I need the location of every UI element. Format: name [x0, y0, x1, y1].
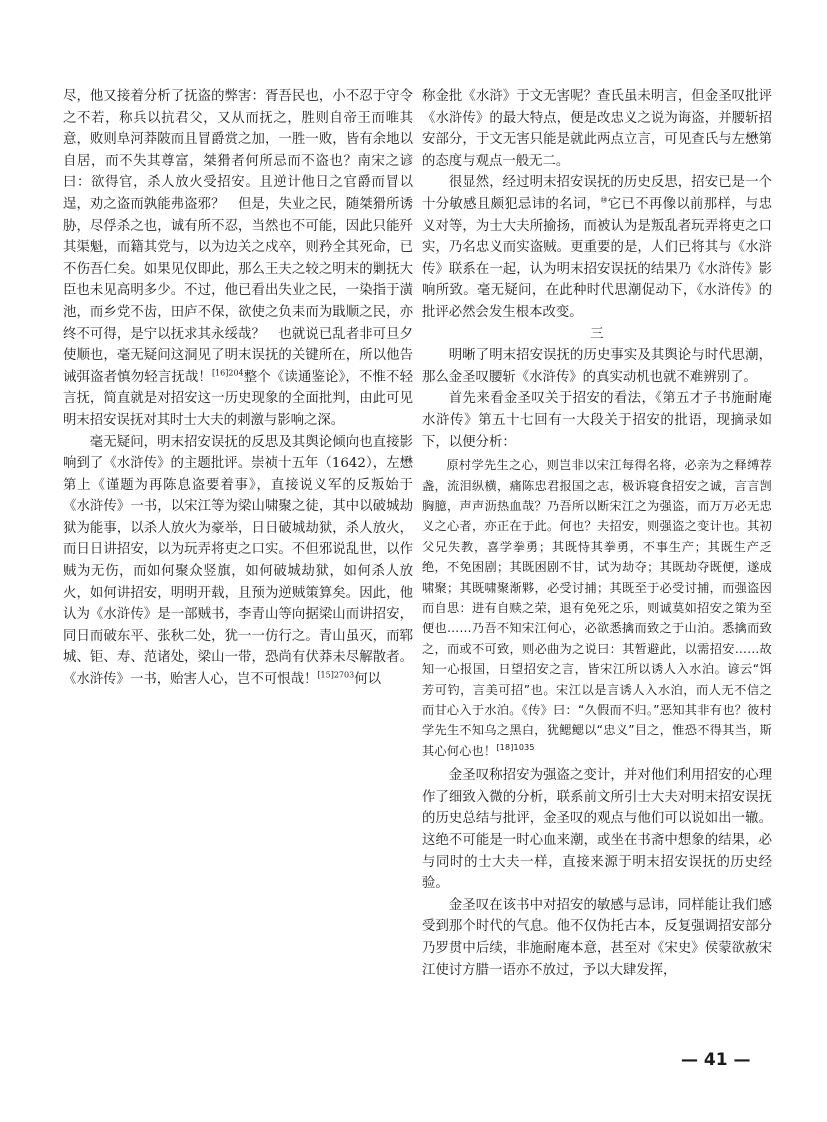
left-column [63, 86, 413, 691]
paragraph: 很显然，经过明末招安误抚的历史反思，招安已是一个十分敏感且颇犯忌讳的名词，⑩它已不再像以前那样，与忠义对等，为士大夫所揄扬，而被认为是叛乱者玩弄将吏之口实，乃名忠义而实盗贼。更重要的是，人们已将其与《水浒传》联系在一起，认为明末招安误抚的结果乃《水浒传》影响所致。毫无疑问，在此种时代思潮促动下，《水浒传》的批评必然会发生根本改变。 [422, 175, 773, 320]
right-column [422, 86, 772, 981]
block-quote: 原村学先生之心，则岂非以宋江每得名将，必亲为之释缚荐盏，流泪纵横，痛陈忠君报国之志，极诉寝食招安之诚，言言剀胸臆，声声沥热血哉？乃吾所以断宋江之为强盗，而万万必无忠义之心者，亦正在于此。何也？夫招安，则强盗之变计也。其初父兄失教，喜学拳勇；其既恃其拳勇，不事生产；其既生产乏绝，不免困剧；其既困剧不甘，试为劫夺；其既劫夺既便，遂成啸聚；其既啸聚渐夥，必受讨捕；其既至于必受讨捕，而强盗因而自思：进有自赎之荣，退有免死之乐，则诚莫如招安之策为至便也……乃吾不知宋江何心，必欲悉擒而致之于山泊。悉擒而致之，而或不可致，则必曲为之说曰：其暂避此，以需招安……故知一心报国，日望招安之言，皆宋江所以诱人入水泊。谚云“饵芳可钓，言美可招”也。宋江以是言诱人入水泊，而人无不信之而甘心入于水泊。《传》曰：“久假而不归。”恶知其非有也？彼村学先生不知乌之黑白，犹鳃鳃以“忠义”目之，惟恐不得其当，斯其心何心也！$^{[18]1035}$ [422, 458, 772, 758]
paragraph: 首先来看金圣叹关于招安的看法，《第五才子书施耐庵水浒传》第五十七回有一大段关于招安的批语，现摘录如下，以便分析： [422, 391, 772, 450]
paragraph: 毫无疑问，明末招安误抚的反思及其舆论倾向也直接影响到了《水浒传》的主题批评。崇祯十五年（1642），左懋第上《谨题为再陈息盗要着事》，直接说义军的反叛始于《水浒传》一书，以宋江等为梁山啸聚之徒，其中以破城劫狱为能事，以杀人放火为豪举，日日破城劫狱，杀人放火，而日日讲招安，以为玩弄将吏之口实。不但邪说乱世，以作贼为无伤，而如何聚众竖旗，如何破城劫狱，如何杀人放火，如何讲招安，明明开载，且预为逆贼策算矣。因此，他认为《水浒传》是一部贼书，李青山等向据梁山而讲招安，同日而破东平、张秋二处，犹一一仿行之。青山虽灭，而郓城、钜、寿、范诸处，梁山一带，恐尚有伏莽未尽解散者。《水浒传》一书，贻害人心，岂不可恨哉！$^{[15]2703}$何以 [63, 434, 413, 688]
page-number: — 41 — [681, 1050, 751, 1070]
paragraph: 金圣叹在该书中对招安的敏感与忌讳，同样能让我们感受到那个时代的气息。他不仅伪托古本，反复强调招安部分乃罗贯中后续，非施耐庵本意，甚至对《宋史》侯蒙欲赦宋江使讨方腊一语亦不放过，予以大肆发挥， [422, 897, 772, 978]
paragraph: 金圣叹称招安为强盗之变计，并对他们利用招安的心理作了细致入微的分析，联系前文所引士大夫对明末招安误抚的历史总结与批评，金圣叹的观点与他们可以说如出一辙。这绝不可能是一时心血来潮，或坐在书斋中想象的结果，必与同时的士大夫一样，直接来源于明末招安误抚的历史经验。 [422, 768, 772, 892]
section-number: 三 [590, 326, 604, 342]
paragraph: 明晰了明末招安误抚的历史事实及其舆论与时代思潮，那么金圣叹腰斩《水浒传》的真实动机也就不难辨别了。 [422, 348, 772, 385]
paragraph: 尽，他又接着分析了抚盗的弊害：胥吾民也，小不忍于守令之不若，称兵以抗君父，又从而抚之，胜则自帝王而唯其意，败则阜河莽陂而且冒爵赏之加，一胜一败，皆有余地以自居，而不失其尊富，桀猾者何所忌而不盗也？南宋之谚曰：欲得官，杀人放火受招安。且逆计他日之官爵而冒以逞，劝之盗而孰能弗盗邪？ 但是，失业之民，随桀猾所诱胁，尽俘杀之也，诚有所不忍，当然也不可能，因此只能歼其渠魁，而籍其党与，以为边关之戍卒，则矜全其死命，已不伤吾仁矣。如果见仅即此，那么王夫之较之明末的剿抚大臣也未见高明多少。不过，他已看出失业之民，一染指于潢池，而乡党不齿，田庐不保，欲使之负耒而为戢顺之民，亦终不可得，是宁以抚求其永绥哉？ 也就说已乱者非可旦夕使顺也，毫无疑问这洞见了明末误抚的关键所在，所以他告诫弭盗者慎勿轻言抚哉！$^{[16]204}$整个《读通鉴论》，不惟不轻言抚，简直就是对招安这一历史现象的全面批判，由此可见明末招安误抚对其时士大夫的刺激与影响之深。 [63, 89, 413, 428]
paragraph: 称金批《水浒》于文无害呢？查氏虽未明言，但金圣叹批评《水浒传》的最大特点，便是改忠义之说为诲盗，并腰斩招安部分，于文无害只能是就此两点立言，可见查氏与左懋第的态度与观点一般无二。 [422, 89, 772, 169]
